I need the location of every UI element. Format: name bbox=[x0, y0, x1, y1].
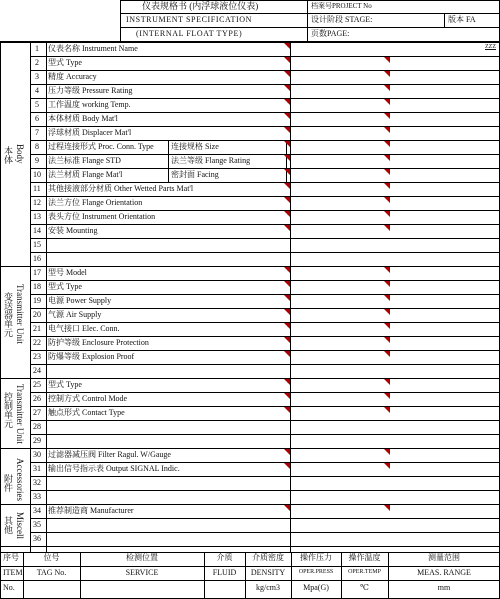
row-label: 过程连接形式 Proc. Conn. Type bbox=[48, 142, 154, 151]
section-misc-en: Miscell bbox=[15, 512, 25, 539]
footer-col-unit: mm bbox=[437, 583, 451, 592]
footer-col-cn: 介质密度 bbox=[252, 553, 284, 562]
h-line bbox=[0, 552, 500, 553]
h-line bbox=[30, 140, 500, 141]
h-line bbox=[30, 420, 500, 421]
comment-marker bbox=[284, 141, 290, 147]
v-line bbox=[23, 552, 24, 599]
h-line bbox=[120, 13, 500, 14]
project-no: 档案号PROJECT No bbox=[311, 2, 372, 10]
section-controller-en: Transmitter Unit bbox=[15, 384, 25, 444]
comment-marker bbox=[384, 393, 390, 399]
comment-marker bbox=[284, 351, 290, 357]
comment-marker bbox=[384, 309, 390, 315]
v-line bbox=[290, 546, 291, 552]
title-cn: 仪表规格书 (内浮球液位仪表) bbox=[142, 1, 259, 11]
row-number: 13 bbox=[33, 212, 41, 221]
comment-marker bbox=[284, 43, 290, 49]
comment-marker bbox=[384, 57, 390, 63]
comment-marker bbox=[284, 211, 290, 217]
h-line bbox=[30, 490, 500, 491]
footer-col-en: SERVICE bbox=[125, 568, 159, 577]
v-line bbox=[204, 552, 205, 599]
footer-col-unit: Mpa(G) bbox=[303, 583, 329, 592]
row-label: 防护等级 Enclosure Protection bbox=[48, 338, 149, 347]
row-label: 防爆等级 Explosion Proof bbox=[48, 352, 135, 361]
h-line bbox=[30, 182, 500, 183]
v-line bbox=[30, 546, 31, 552]
h-line bbox=[30, 434, 500, 435]
footer-col-cn: 介质 bbox=[216, 553, 233, 562]
comment-marker bbox=[384, 267, 390, 273]
comment-marker bbox=[284, 295, 290, 301]
footer-col-unit: No. bbox=[3, 583, 15, 592]
section-body-en: Body bbox=[15, 144, 25, 164]
row-number: 5 bbox=[35, 100, 39, 109]
footer-col-cn: 测量范围 bbox=[428, 553, 460, 562]
section-accessories-cn: 附件 bbox=[3, 474, 13, 492]
h-line bbox=[30, 126, 500, 127]
row-label-2: 密封面 Facing bbox=[171, 170, 219, 179]
comment-marker bbox=[284, 463, 290, 469]
row-label: 型号 Model bbox=[48, 268, 87, 277]
comment-marker bbox=[284, 309, 290, 315]
comment-marker bbox=[384, 197, 390, 203]
comment-marker bbox=[284, 169, 290, 175]
comment-marker bbox=[284, 449, 290, 455]
row-number: 1 bbox=[35, 44, 39, 53]
h-line bbox=[120, 27, 500, 28]
row-label: 输出信号指示表 Output SIGNAL Indic. bbox=[48, 464, 180, 473]
h-line bbox=[30, 196, 500, 197]
row-number: 9 bbox=[35, 156, 39, 165]
section-body-cn: 本体 bbox=[3, 146, 13, 164]
row-number: 25 bbox=[33, 380, 41, 389]
comment-marker bbox=[284, 225, 290, 231]
title-en-2: (INTERNAL FLOAT TYPE) bbox=[136, 29, 243, 38]
row-number: 35 bbox=[33, 520, 41, 529]
h-line bbox=[30, 336, 500, 337]
row-number: 14 bbox=[33, 226, 41, 235]
comment-marker bbox=[284, 379, 290, 385]
h-line bbox=[30, 70, 500, 71]
comment-marker bbox=[384, 155, 390, 161]
h-line bbox=[0, 580, 500, 581]
h-line bbox=[30, 210, 500, 211]
v-line bbox=[245, 552, 246, 599]
v-line bbox=[168, 140, 169, 182]
comment-marker bbox=[284, 281, 290, 287]
v-line bbox=[30, 42, 31, 546]
row-number: 3 bbox=[35, 72, 39, 81]
row-label: 电气接口 Elec. Conn. bbox=[48, 324, 120, 333]
header bbox=[0, 0, 500, 42]
row-label: 压力等级 Pressure Rating bbox=[48, 86, 133, 95]
v-line bbox=[290, 42, 291, 546]
row-number: 8 bbox=[35, 142, 39, 151]
footer-col-cn: 检测位置 bbox=[126, 553, 158, 562]
row-label: 气源 Air Supply bbox=[48, 310, 102, 319]
footer-col-en: DENSITY bbox=[250, 568, 286, 577]
h-line bbox=[30, 476, 500, 477]
section-accessories-en: Accessories bbox=[15, 458, 25, 501]
v-line bbox=[46, 42, 47, 546]
footer-col-en: OPER.PRESS bbox=[298, 569, 334, 575]
row-number: 20 bbox=[33, 310, 41, 319]
row-number: 24 bbox=[33, 366, 41, 375]
row-number: 15 bbox=[33, 240, 41, 249]
h-line bbox=[30, 364, 500, 365]
title-en-1: INSTRUMENT SPECIFICATION bbox=[126, 15, 253, 24]
comment-marker bbox=[384, 211, 390, 217]
comment-marker bbox=[384, 295, 390, 301]
comment-marker bbox=[384, 113, 390, 119]
page-label: 页数PAGE: bbox=[311, 29, 350, 38]
row-number: 17 bbox=[33, 268, 41, 277]
row-label: 安装 Mounting bbox=[48, 226, 98, 235]
comment-marker bbox=[284, 505, 290, 511]
version: 版本 FA bbox=[448, 15, 476, 24]
h-line bbox=[30, 532, 500, 533]
v-line bbox=[291, 552, 292, 599]
footer-col-unit: kg/cm3 bbox=[256, 583, 280, 592]
v-line bbox=[444, 13, 445, 27]
h-line bbox=[30, 308, 500, 309]
row-number: 7 bbox=[35, 128, 39, 137]
comment-marker bbox=[384, 337, 390, 343]
footer-col-cn: 位号 bbox=[43, 553, 60, 562]
h-line bbox=[30, 154, 500, 155]
footer-col-en: TAG No. bbox=[36, 568, 67, 577]
comment-marker bbox=[384, 99, 390, 105]
comment-marker bbox=[384, 505, 390, 511]
comment-marker bbox=[384, 323, 390, 329]
v-line bbox=[341, 552, 342, 599]
row-number: 30 bbox=[33, 450, 41, 459]
row-number: 22 bbox=[33, 338, 41, 347]
h-line bbox=[30, 294, 500, 295]
comment-marker bbox=[384, 407, 390, 413]
section-controller-cn: 控制单元 bbox=[3, 392, 13, 428]
v-line bbox=[307, 0, 308, 42]
h-line bbox=[0, 378, 500, 379]
row-number: 12 bbox=[33, 198, 41, 207]
comment-marker bbox=[384, 225, 390, 231]
h-line bbox=[30, 406, 500, 407]
comment-marker bbox=[384, 127, 390, 133]
row-number: 11 bbox=[33, 184, 41, 193]
v-line bbox=[0, 42, 1, 599]
h-line bbox=[30, 518, 500, 519]
row-label: 型式 Type bbox=[48, 380, 82, 389]
v-line bbox=[46, 546, 47, 552]
h-line bbox=[30, 252, 500, 253]
stage: 设计阶段 STAGE: bbox=[311, 15, 373, 24]
row-number: 4 bbox=[35, 86, 39, 95]
h-line bbox=[30, 350, 500, 351]
footer-col-unit: ℃ bbox=[360, 583, 369, 592]
footer-col-cn: 操作压力 bbox=[300, 553, 332, 562]
row-label: 法兰标准 Flange STD bbox=[48, 156, 121, 165]
row-label: 触点形式 Contact Type bbox=[48, 408, 125, 417]
section-transmitter-cn: 变送器单元 bbox=[3, 292, 13, 337]
footer-col-en: OPER.TEMP bbox=[348, 569, 381, 575]
comment-marker bbox=[284, 337, 290, 343]
row-label-2: 连接规格 Size bbox=[171, 142, 219, 151]
comment-marker bbox=[384, 141, 390, 147]
comment-marker bbox=[284, 57, 290, 63]
row-label: 本体材质 Body Mat'l bbox=[48, 114, 118, 123]
row-number: 32 bbox=[33, 478, 41, 487]
footer-col-cn: 操作温度 bbox=[348, 553, 381, 562]
row-number: 29 bbox=[33, 436, 41, 445]
comment-marker bbox=[284, 71, 290, 77]
comment-marker bbox=[384, 169, 390, 175]
h-line bbox=[30, 98, 500, 99]
h-line bbox=[0, 42, 500, 43]
row-number: 36 bbox=[33, 534, 41, 543]
row-number: 10 bbox=[33, 170, 41, 179]
comment-marker bbox=[284, 155, 290, 161]
comment-marker bbox=[284, 85, 290, 91]
comment-marker bbox=[384, 85, 390, 91]
comment-marker bbox=[384, 463, 390, 469]
h-line bbox=[0, 566, 500, 567]
row-number: 27 bbox=[33, 408, 41, 417]
row-label: 其他接液部分材质 Other Wetted Parts Mat'l bbox=[48, 184, 194, 193]
row-label: 工作温度 working Temp. bbox=[48, 100, 131, 109]
comment-marker bbox=[384, 351, 390, 357]
h-line bbox=[0, 546, 500, 547]
row-number: 28 bbox=[33, 422, 41, 431]
comment-marker bbox=[284, 393, 290, 399]
row-number: 2 bbox=[35, 58, 39, 67]
row-number: 18 bbox=[33, 282, 41, 291]
comment-marker bbox=[384, 449, 390, 455]
comment-marker bbox=[284, 99, 290, 105]
comment-marker bbox=[384, 71, 390, 77]
footer-col-en: FLUID bbox=[212, 568, 237, 577]
row-label: 表头方位 Instrument Orientation bbox=[48, 212, 156, 221]
v-line bbox=[120, 0, 121, 42]
comment-marker bbox=[284, 267, 290, 273]
v-line bbox=[388, 552, 389, 599]
footer-col-en: ITEM bbox=[3, 568, 23, 577]
h-line bbox=[30, 168, 500, 169]
h-line bbox=[0, 266, 500, 267]
row-label: 电源 Power Supply bbox=[48, 296, 112, 305]
footer-col-cn: 序号 bbox=[3, 553, 19, 562]
h-line bbox=[120, 0, 500, 1]
row-number: 23 bbox=[33, 352, 41, 361]
v-line bbox=[80, 552, 81, 599]
comment-marker bbox=[284, 323, 290, 329]
h-line bbox=[30, 112, 500, 113]
row-number: 34 bbox=[33, 506, 41, 515]
h-line bbox=[30, 224, 500, 225]
h-line bbox=[30, 238, 500, 239]
h-line bbox=[30, 462, 500, 463]
comment-marker bbox=[384, 379, 390, 385]
h-line bbox=[30, 84, 500, 85]
row-label: 仪表名称 Instrument Name bbox=[48, 44, 138, 53]
row-number: 16 bbox=[33, 254, 41, 263]
row-number: 21 bbox=[33, 324, 41, 333]
comment-marker bbox=[284, 127, 290, 133]
comment-marker bbox=[284, 113, 290, 119]
section-misc-cn: 其他 bbox=[3, 516, 13, 534]
row-label: 法兰方位 Flange Orientation bbox=[48, 198, 143, 207]
section-transmitter-en: Transmitter Unit bbox=[15, 284, 25, 344]
row-label: 法兰材质 Flange Mat'l bbox=[48, 170, 123, 179]
h-line bbox=[0, 448, 500, 449]
comment-marker bbox=[384, 281, 390, 287]
h-line bbox=[30, 392, 500, 393]
comment-marker bbox=[284, 197, 290, 203]
row-label: 型式 Type bbox=[48, 58, 82, 67]
row-label: 精度 Accuracy bbox=[48, 72, 97, 81]
row-label: 型式 Type bbox=[48, 282, 82, 291]
row-label: 推荐制造商 Manufacturer bbox=[48, 506, 134, 515]
row-label: 过滤器减压阀 Filter Ragul. W/Gauge bbox=[48, 450, 171, 459]
comment-marker bbox=[284, 407, 290, 413]
comment-marker bbox=[384, 183, 390, 189]
row-number: 6 bbox=[35, 114, 39, 123]
h-line bbox=[30, 280, 500, 281]
row-number: 19 bbox=[33, 296, 41, 305]
row-number: 31 bbox=[33, 464, 41, 473]
corner-mark: ZZZ bbox=[485, 44, 496, 50]
row-label-2: 法兰等级 Flange Rating bbox=[171, 156, 251, 165]
footer-col-en: MEAS. RANGE bbox=[417, 568, 471, 577]
row-label: 浮球材质 Displacer Mat'l bbox=[48, 128, 132, 137]
h-line bbox=[30, 322, 500, 323]
h-line bbox=[0, 504, 500, 505]
row-number: 33 bbox=[33, 492, 41, 501]
comment-marker bbox=[284, 183, 290, 189]
row-label: 控制方式 Control Mode bbox=[48, 394, 128, 403]
row-number: 26 bbox=[33, 394, 41, 403]
h-line bbox=[30, 56, 500, 57]
